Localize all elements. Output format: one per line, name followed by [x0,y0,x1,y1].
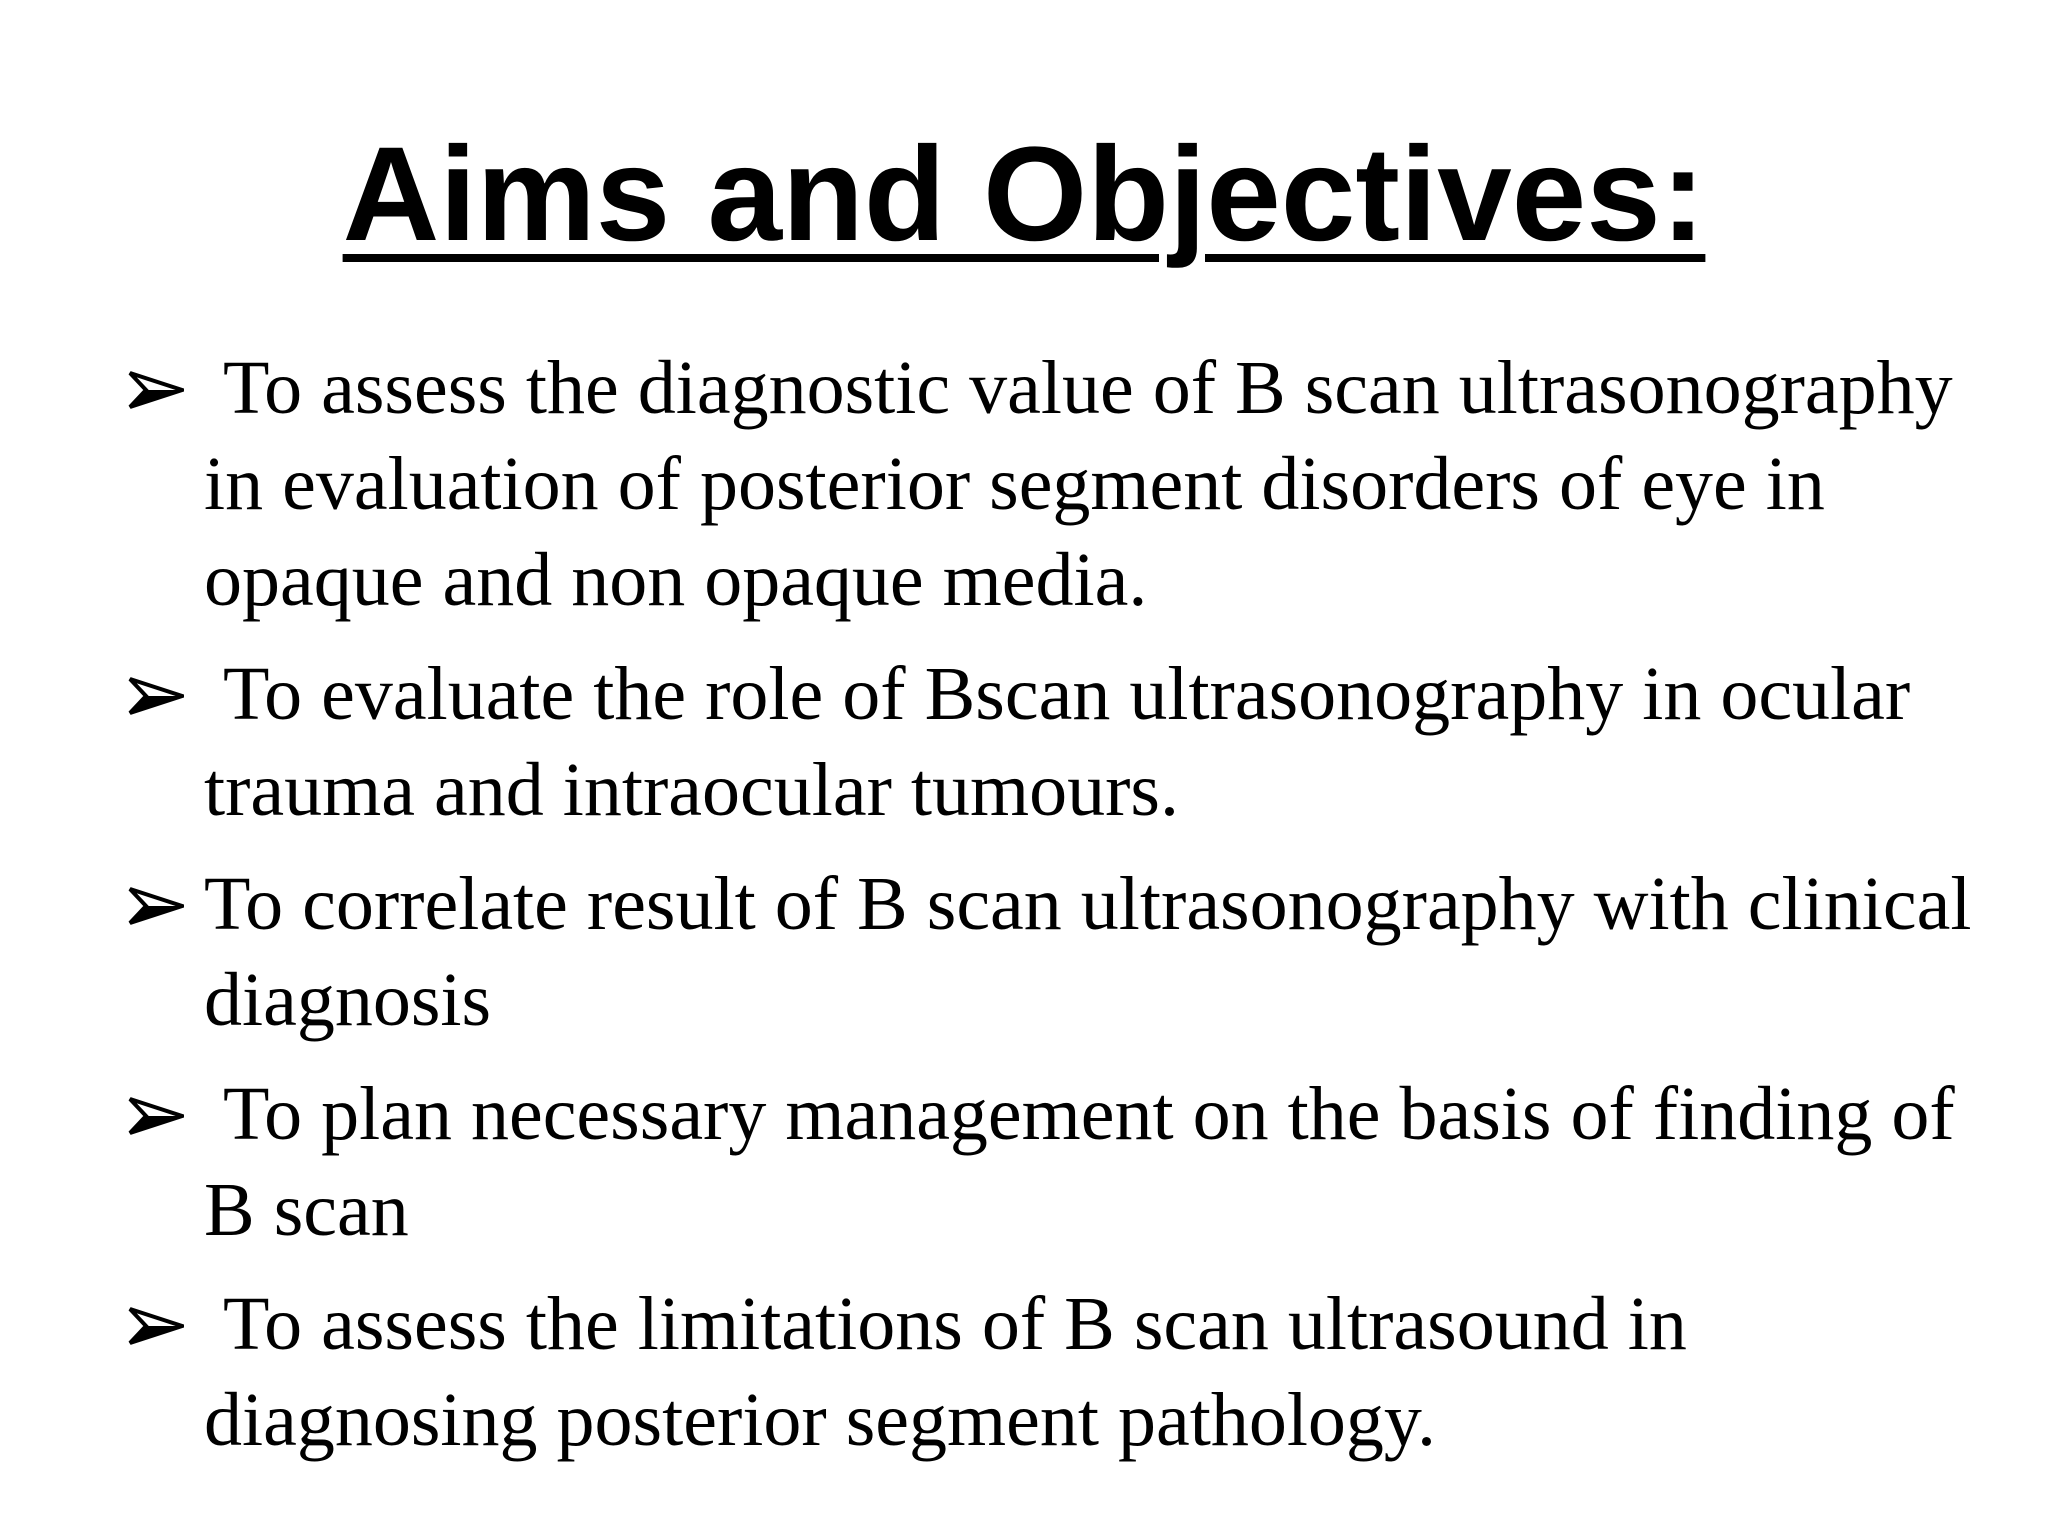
slide-title-text: Aims and Objectives: [342,120,1706,269]
bullet-text: To plan necessary management on the basis of finding of B scan [204,1072,1974,1252]
objectives-list [128,340,2008,1486]
list-item [128,856,2008,1048]
bullet-text: To assess the limitations of B scan ultrasound in diagnosing posterior segment pathology. [204,1282,1706,1462]
list-item [128,1066,2008,1258]
bullet-text: To correlate result of B scan ultrasonography with clinical diagnosis [204,862,1991,1042]
bullet-text: To evaluate the role of Bscan ultrasonography in ocular trauma and intraocular tumours. [204,652,1930,832]
arrow-bullet-icon [128,676,184,716]
arrow-bullet-icon [128,1306,184,1346]
bullet-text: To assess the diagnostic value of B scan ultrasonography in evaluation of posterior segment disorders of eye in opaque and non opaque media. [204,346,1972,622]
list-item [128,1276,2008,1468]
list-item [128,340,2008,628]
list-item [128,646,2008,838]
slide-title [0,120,2048,270]
arrow-bullet-icon [128,1096,184,1136]
arrow-bullet-icon [128,370,184,410]
arrow-bullet-icon [128,886,184,926]
